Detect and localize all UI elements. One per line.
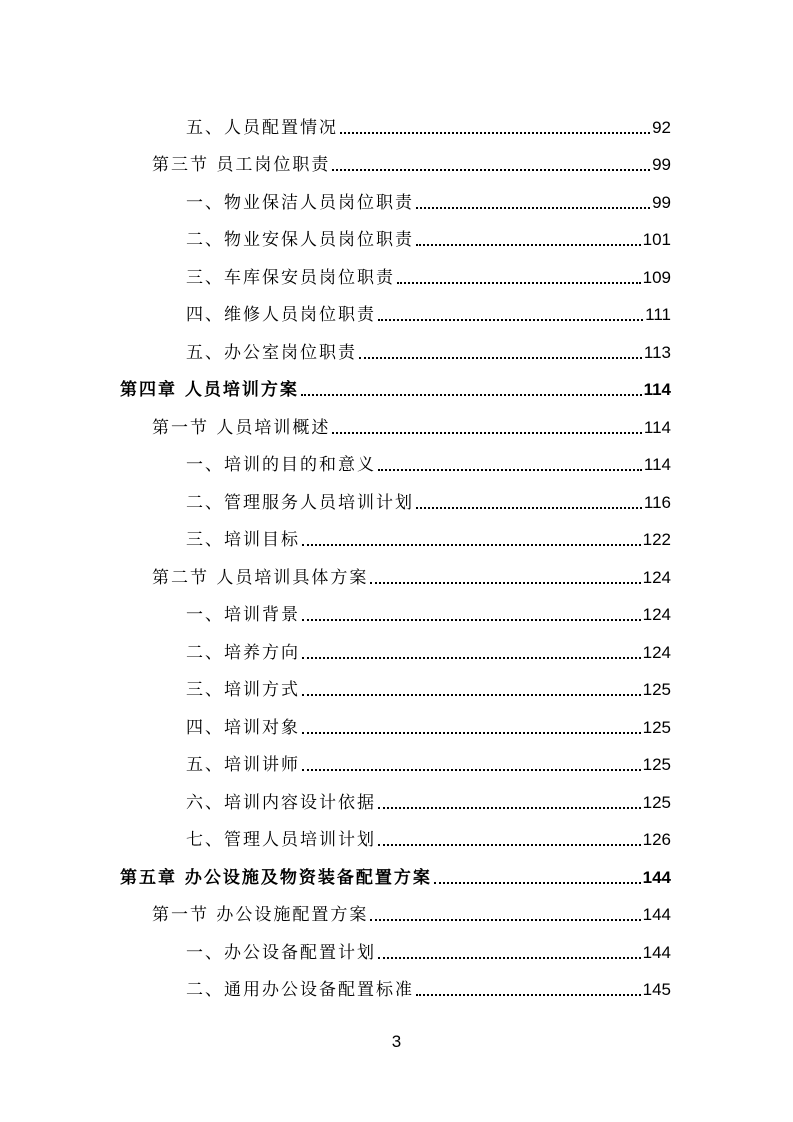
toc-entry-page: 124 bbox=[642, 605, 671, 624]
toc-entry-title: 七、管理人员培训计划 bbox=[186, 830, 376, 850]
toc-entry[interactable] bbox=[186, 101, 671, 139]
dot-leader bbox=[302, 544, 641, 546]
dot-leader bbox=[378, 844, 641, 846]
toc-entry[interactable] bbox=[186, 176, 671, 214]
toc-entry[interactable] bbox=[186, 964, 671, 1002]
toc-entry-page: 109 bbox=[642, 267, 671, 287]
dot-leader bbox=[378, 319, 643, 321]
toc-entry-title: 三、培训方式 bbox=[186, 680, 300, 700]
toc-entry-title: 第三节 员工岗位职责 bbox=[152, 155, 331, 175]
toc-entry[interactable] bbox=[186, 514, 671, 552]
dot-leader bbox=[378, 807, 641, 809]
toc-entry-page: 125 bbox=[642, 680, 671, 699]
dot-leader bbox=[397, 282, 641, 284]
toc-entry[interactable] bbox=[186, 701, 671, 739]
toc-entry[interactable] bbox=[152, 401, 671, 439]
toc-entry[interactable] bbox=[120, 364, 671, 402]
toc-entry-page: 92 bbox=[652, 117, 671, 137]
dot-leader bbox=[302, 657, 641, 659]
dot-leader bbox=[359, 357, 642, 359]
dot-leader bbox=[378, 957, 641, 959]
toc-entry-title: 一、培训的目的和意义 bbox=[186, 455, 376, 475]
toc-entry[interactable] bbox=[186, 251, 671, 289]
toc-entry[interactable] bbox=[186, 289, 671, 327]
toc-entry-title: 五、人员配置情况 bbox=[186, 117, 338, 138]
toc-entry-title: 六、培训内容设计依据 bbox=[186, 792, 376, 813]
dot-leader bbox=[302, 694, 641, 696]
toc-entry-page: 122 bbox=[642, 530, 671, 549]
toc-entry-page: 116 bbox=[643, 492, 671, 512]
toc-entry-page: 144 bbox=[642, 942, 671, 962]
dot-leader bbox=[416, 994, 641, 996]
toc-entry-title: 第五章 办公设施及物资装备配置方案 bbox=[120, 867, 432, 888]
toc-entry-page: 145 bbox=[642, 980, 671, 999]
toc-entry-page: 99 bbox=[652, 155, 671, 174]
toc-entry-page: 144 bbox=[642, 905, 671, 924]
toc-entry-title: 五、培训讲师 bbox=[186, 755, 300, 775]
toc-entry-title: 第一节 人员培训概述 bbox=[152, 417, 331, 438]
toc-entry-page: 124 bbox=[642, 642, 671, 662]
toc-entry-page: 111 bbox=[645, 305, 671, 324]
toc-entry-page: 113 bbox=[643, 342, 671, 362]
toc-entry[interactable] bbox=[186, 776, 671, 814]
toc-entry[interactable] bbox=[152, 551, 671, 589]
toc-entry-title: 三、培训目标 bbox=[186, 530, 300, 550]
page-number: 3 bbox=[391, 1032, 402, 1051]
toc-entry-title: 一、办公设备配置计划 bbox=[186, 942, 376, 963]
toc-entry-title: 二、物业安保人员岗位职责 bbox=[186, 230, 414, 250]
toc-entry-title: 第四章 人员培训方案 bbox=[120, 380, 299, 400]
toc-entry[interactable] bbox=[120, 851, 671, 889]
dot-leader bbox=[301, 394, 642, 396]
dot-leader bbox=[332, 432, 641, 434]
toc-entry-title: 四、维修人员岗位职责 bbox=[186, 305, 376, 325]
dot-leader bbox=[302, 732, 641, 734]
toc-entry[interactable] bbox=[186, 214, 671, 252]
toc-entry-page: 125 bbox=[642, 717, 671, 737]
dot-leader bbox=[370, 919, 640, 921]
dot-leader bbox=[416, 207, 650, 209]
dot-leader bbox=[302, 619, 641, 621]
dot-leader bbox=[378, 469, 642, 471]
toc-entry-title: 二、培养方向 bbox=[186, 642, 300, 663]
toc-entry-title: 五、办公室岗位职责 bbox=[186, 342, 357, 363]
toc-entry-page: 101 bbox=[642, 230, 671, 249]
toc-entry[interactable] bbox=[152, 139, 671, 177]
toc-entry-title: 四、培训对象 bbox=[186, 717, 300, 738]
dot-leader bbox=[416, 244, 641, 246]
toc-entry-title: 一、物业保洁人员岗位职责 bbox=[186, 192, 414, 213]
dot-leader bbox=[332, 169, 650, 171]
toc-entry-title: 二、管理服务人员培训计划 bbox=[186, 492, 414, 513]
toc-entry[interactable] bbox=[186, 476, 671, 514]
toc-entry-page: 125 bbox=[642, 755, 671, 774]
dot-leader bbox=[370, 582, 640, 584]
dot-leader bbox=[434, 882, 641, 884]
toc-entry-page: 114 bbox=[643, 417, 671, 437]
toc-entry-page: 126 bbox=[642, 830, 671, 849]
toc-entry-page: 114 bbox=[643, 455, 671, 474]
toc-entry[interactable] bbox=[186, 589, 671, 627]
toc-entry[interactable] bbox=[186, 626, 671, 664]
toc-entry[interactable] bbox=[186, 814, 671, 852]
toc-entry-page: 144 bbox=[642, 867, 671, 887]
toc-entry-page: 114 bbox=[643, 380, 671, 399]
toc-entry-title: 二、通用办公设备配置标准 bbox=[186, 980, 414, 1000]
toc-entry-page: 124 bbox=[642, 567, 671, 587]
toc-entry-title: 三、车库保安员岗位职责 bbox=[186, 267, 395, 288]
toc-entry[interactable] bbox=[186, 326, 671, 364]
toc-entry-title: 一、培训背景 bbox=[186, 605, 300, 625]
toc-entry-page: 125 bbox=[642, 792, 671, 812]
toc-entry[interactable] bbox=[186, 926, 671, 964]
dot-leader bbox=[340, 132, 650, 134]
dot-leader bbox=[416, 507, 642, 509]
toc-entry-title: 第一节 办公设施配置方案 bbox=[152, 905, 369, 925]
toc-entry-page: 99 bbox=[652, 192, 671, 212]
toc-entry-title: 第二节 人员培训具体方案 bbox=[152, 567, 369, 588]
toc-entry[interactable] bbox=[152, 889, 671, 927]
toc-entry[interactable] bbox=[186, 739, 671, 777]
toc-entry[interactable] bbox=[186, 439, 671, 477]
dot-leader bbox=[302, 769, 641, 771]
toc-entry[interactable] bbox=[186, 664, 671, 702]
